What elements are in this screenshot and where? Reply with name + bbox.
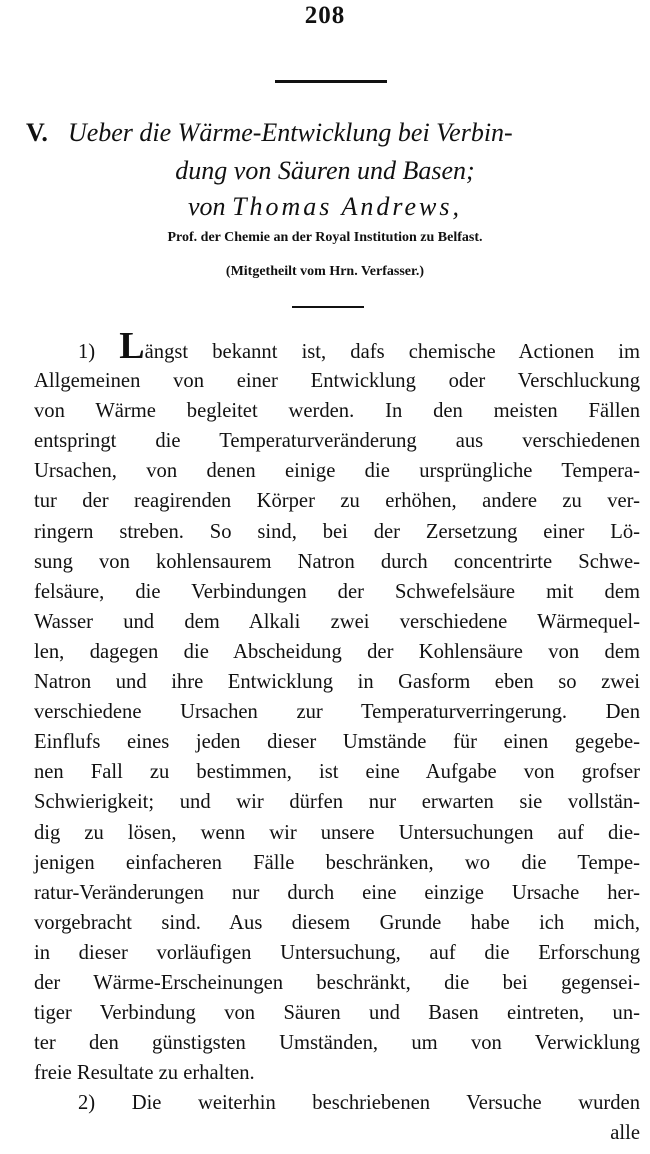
text-line: tur der reagirenden Körper zu erhöhen, andere zu ver- — [34, 490, 640, 513]
text-line: Einflufs eines jeden dieser Umstände für einen gegebe- — [34, 731, 640, 754]
title-line-1 — [26, 118, 513, 148]
text-line: dig zu lösen, wenn wir unsere Untersuchungen auf die- — [34, 821, 640, 844]
text-line: ter den günstigsten Umständen, um von Verwicklung — [34, 1032, 640, 1055]
text-line: vorgebracht sind. Aus diesem Grunde habe ich mich, — [34, 911, 640, 934]
text-line: Allgemeinen von einer Entwicklung oder Verschluckung — [34, 370, 640, 393]
text-line: jenigen einfacheren Fälle beschränken, wo die Tempe- — [34, 851, 640, 874]
text-line: Natron und ihre Entwicklung in Gasform eben so zwei — [34, 671, 640, 694]
article-number: V. — [26, 118, 48, 147]
catchword: alle — [610, 1122, 640, 1145]
author-name: Thomas Andrews, — [232, 192, 462, 221]
text-line: verschiedene Ursachen zur Temperaturverringerung. Den — [34, 701, 640, 724]
page-number: 208 — [304, 2, 346, 29]
text-line: freie Resultate zu erhalten. — [34, 1062, 255, 1085]
paragraph-1-label: 1) — [78, 341, 96, 363]
header-rule — [275, 80, 387, 83]
text-line: len, dagegen die Abscheidung der Kohlensäure von dem — [34, 640, 640, 663]
text-line: ratur-Veränderungen nur durch eine einzige Ursache her- — [34, 881, 640, 904]
title-text-1: Ueber die Wärme-Entwicklung bei Verbin- — [67, 118, 513, 147]
text-line: in dieser vorläufigen Untersuchung, auf die Erforschung — [34, 941, 640, 964]
text-line: ringern streben. So sind, bei der Zersetzung einer Lö- — [34, 520, 640, 543]
paragraph-1-initial: L — [119, 325, 145, 367]
text-line: entspringt die Temperaturveränderung aus verschiedenen — [34, 430, 640, 453]
author-line — [0, 192, 650, 222]
text-line: nen Fall zu bestimmen, ist eine Aufgabe von grofser — [34, 761, 640, 784]
author-prefix: von — [188, 192, 226, 221]
paragraph-1-line-1 — [34, 325, 641, 367]
text-line: der Wärme-Erscheinungen beschränkt, die bei gegensei- — [34, 971, 640, 994]
text-line: felsäure, die Verbindungen der Schwefelsäure mit dem — [34, 580, 640, 603]
author-affiliation: Prof. der Chemie an der Royal Institution zu Belfast. — [167, 230, 483, 245]
heading-separator-rule — [292, 306, 364, 308]
text-line: sung von kohlensaurem Natron durch concentrirte Schwe- — [34, 550, 640, 573]
text-line: von Wärme begleitet werden. In den meisten Fällen — [34, 400, 640, 423]
paragraph-2-line-1: 2) Die weiterhin beschriebenen Versuche wurden — [78, 1092, 640, 1115]
text-line: Ursachen, von denen einige die ursprüngliche Tempera- — [34, 460, 640, 483]
title-line-2: dung von Säuren und Basen; — [175, 156, 475, 185]
body-text — [34, 325, 641, 1149]
text-line: ängst bekannt ist, dafs chemische Actionen im — [144, 341, 641, 363]
text-line: Schwierigkeit; und wir dürfen nur erwarten sie vollstän- — [34, 791, 640, 814]
communication-note: (Mitgetheilt vom Hrn. Verfasser.) — [225, 264, 425, 279]
text-line: Wasser und dem Alkali zwei verschiedene Wärmequel- — [34, 610, 640, 633]
text-line: tiger Verbindung von Säuren und Basen eintreten, un- — [34, 1002, 640, 1025]
